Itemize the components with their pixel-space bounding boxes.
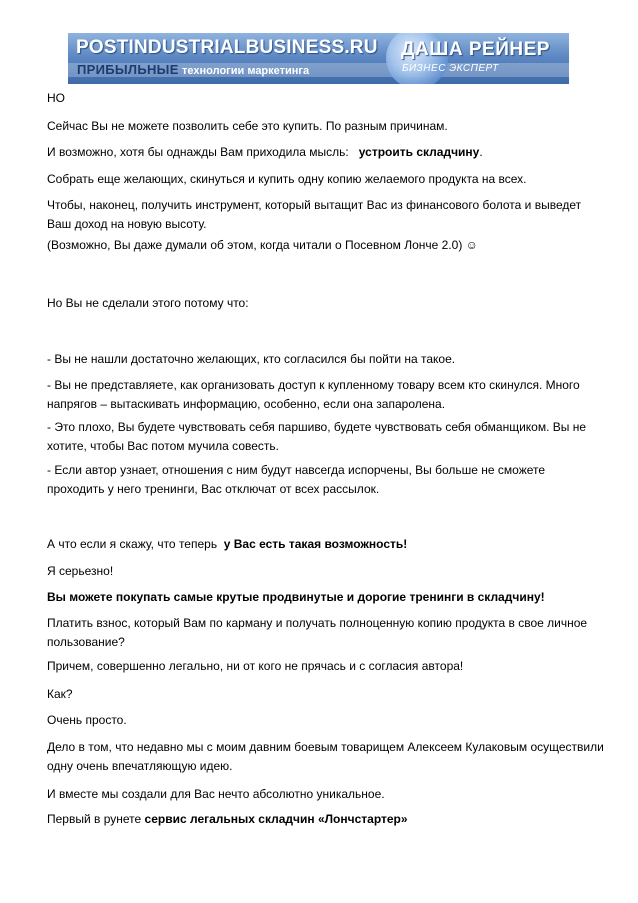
paragraph-text: Первый в рунете: [47, 812, 142, 826]
header-banner: [68, 33, 569, 84]
list-item: [47, 376, 607, 414]
paragraph: И вместе мы создали для Вас нечто абсолютно уникальное.: [47, 787, 385, 801]
list-item-line: - Вы не представляете, как организовать доступ к купленному товару всем кто скинулся. Много: [47, 378, 580, 392]
tagline-strong: ПРИБЫЛЬНЫЕ: [77, 62, 179, 77]
paragraph-bold: Вы можете покупать самые крутые продвинутые и дорогие тренинги в складчину!: [47, 590, 545, 604]
list-item-line: хотите, чтобы Вас потом мучила совесть.: [47, 439, 279, 453]
paragraph: Сейчас Вы не можете позволить себе это купить. По разным причинам.: [47, 119, 448, 133]
paragraph-line: Платить взнос, который Вам по карману и получать полноценную копию продукта в свое личное: [47, 616, 588, 630]
paragraph-bold: устроить складчину: [358, 145, 480, 159]
list-item: [47, 461, 607, 499]
paragraph-bold: у Вас есть такая возможность!: [223, 537, 408, 551]
author-subtitle: БИЗНЕС ЭКСПЕРТ: [402, 63, 499, 74]
paragraph: Как?: [47, 687, 73, 701]
list-item-line: проходить у него тренинги, Вас отключат от всех рассылок.: [47, 482, 380, 496]
paragraph-line: Чтобы, наконец, получить инструмент, который вытащит Вас из финансового болота и выведет: [47, 198, 582, 212]
paragraph: НО: [47, 91, 65, 105]
paragraph: [47, 810, 607, 829]
paragraph: Я серьезно!: [47, 564, 114, 578]
paragraph: Очень просто.: [47, 713, 127, 727]
paragraph: [47, 614, 607, 652]
paragraph-line: Дело в том, что недавно мы с моим давним боевым товарищем Алексеем Кулаковым осуществили: [47, 740, 604, 754]
paragraph: [47, 738, 607, 776]
paragraph-text: И возможно, хотя бы однажды Вам приходила мысль:: [47, 145, 349, 159]
paragraph: [47, 535, 607, 554]
paragraph-line: одну очень впечатляющую идею.: [47, 759, 233, 773]
paragraph: (Возможно, Вы даже думали об этом, когда читали о Посевном Лонче 2.0) ☺: [47, 238, 478, 252]
list-item: - Вы не нашли достаточно желающих, кто согласился бы пойти на такое.: [47, 352, 456, 366]
site-name: POSTINDUSTRIALBUSINESS.RU: [76, 37, 378, 58]
paragraph-text: А что если я скажу, что теперь: [47, 537, 218, 551]
author-name: ДАША РЕЙНЕР: [401, 39, 550, 60]
paragraph-bold: сервис легальных складчин «Лончстартер»: [144, 812, 408, 826]
paragraph: Но Вы не сделали этого потому что:: [47, 296, 249, 310]
list-item-line: - Это плохо, Вы будете чувствовать себя паршиво, будете чувствовать себя обманщиком. Вы не: [47, 420, 587, 434]
paragraph: [47, 196, 607, 234]
list-item-line: - Если автор узнает, отношения с ним будут навсегда испорчены, Вы больше не сможете: [47, 463, 546, 477]
paragraph: [47, 143, 607, 162]
list-item: [47, 418, 607, 456]
tagline-rest: технологии маркетинга: [182, 65, 310, 77]
list-item-line: напрягов – вытаскивать информацию, особенно, если она запаролена.: [47, 397, 446, 411]
paragraph-line: Ваш доход на новую высоту.: [47, 217, 207, 231]
paragraph: Собрать еще желающих, скинуться и купить одну копию желаемого продукта на всех.: [47, 172, 527, 186]
paragraph-line: пользование?: [47, 635, 125, 649]
site-tagline: [77, 62, 309, 77]
paragraph-tail: .: [479, 145, 483, 159]
paragraph: Причем, совершенно легально, ни от кого не прячась и с согласия автора!: [47, 659, 464, 673]
